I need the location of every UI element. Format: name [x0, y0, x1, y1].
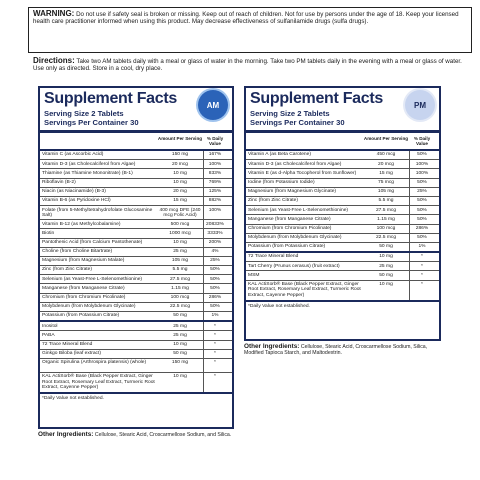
am-nutrient-name: Niacin (as Niacinamide) (B-3): [42, 189, 106, 195]
am-column-divider: [203, 248, 204, 256]
am-daily-value: 50%: [210, 276, 220, 282]
am-row: [40, 257, 232, 266]
am-other-label: Other Ingredients:: [38, 431, 94, 438]
am-column-divider: [203, 169, 204, 177]
am-column-divider: [203, 179, 204, 187]
am-row: [40, 229, 232, 238]
am-column-divider: [203, 257, 204, 265]
am-row: [40, 284, 232, 293]
pm-daily-value: 25%: [417, 189, 427, 195]
pm-other-label: Other Ingredients:: [244, 343, 300, 350]
am-amount: 50 mg: [173, 351, 187, 357]
pm-amount: 50 mg: [379, 272, 393, 278]
pm-row: [246, 179, 439, 188]
am-serving-size: Serving Size 2 Tablets: [44, 109, 124, 118]
am-amount: 400 mcg DFE (240 mcg Folic Acid): [159, 207, 201, 218]
am-other-table: [40, 322, 232, 394]
am-amount: 100 mcg: [170, 295, 190, 301]
am-amount: 10 mg: [173, 239, 187, 245]
am-other-text: Cellulose, Stearic Acid, Croscarmellose Sodium, and Silica.: [94, 432, 232, 438]
pm-nutrient-name: Potassium (from Potassium Citrate): [248, 244, 326, 250]
am-amount: 500 mcg: [170, 221, 190, 227]
pm-col-dv: % Daily Value: [413, 136, 431, 147]
pm-serving-size: Serving Size 2 Tablets: [250, 109, 330, 118]
pm-badge-label: PM: [414, 100, 426, 110]
am-row: [40, 197, 232, 206]
am-row: [40, 179, 232, 188]
am-daily-value: 833%: [208, 170, 222, 176]
am-column-divider: [203, 341, 204, 349]
pm-column-divider: [409, 253, 410, 261]
pm-nutrient-name: Vitamin A (as Beta Carotene): [248, 152, 311, 158]
am-row: [40, 275, 232, 284]
am-row: [40, 248, 232, 257]
pm-amount: 100 mcg: [376, 225, 396, 231]
am-row: [40, 266, 232, 275]
pm-row: [246, 160, 439, 169]
am-amount: 10 mg: [173, 341, 187, 347]
am-row: [40, 341, 232, 350]
directions: [33, 57, 473, 73]
am-amount: 22.5 mcg: [169, 304, 191, 310]
pm-row: [246, 225, 439, 234]
am-column-divider: [203, 206, 204, 219]
pm-column-divider: [409, 160, 410, 168]
warning-text: Do not use if safety seal is broken or missing. Keep out of reach of children. Not for use by persons under the age of 18. Keep your licensed health care practitioner informed when using this product. May decrease effectiveness of sulfanilamide drugs (sulfa drugs).: [33, 11, 459, 26]
am-column-divider: [203, 275, 204, 283]
am-amount: 20 mg: [173, 189, 187, 195]
am-amount: 5.5 mg: [172, 267, 188, 273]
am-nutrient-name: Thiamine (as Thiamine Mononitrate) (B-1): [42, 170, 133, 176]
am-nutrient-name: 72 Trace Mineral Blend: [42, 341, 93, 347]
am-nutrient-name: Ginkgo Biloba (leaf extract): [42, 351, 101, 357]
pm-column-divider: [409, 281, 410, 300]
pm-row: [246, 281, 439, 302]
pm-amount: 15 mg: [379, 170, 393, 176]
am-daily-value: 25%: [210, 258, 220, 264]
am-column-headers: [40, 133, 232, 151]
am-amount: 1.15 mg: [171, 285, 189, 291]
pm-row: [246, 188, 439, 197]
am-row: [40, 206, 232, 220]
pm-daily-value: 286%: [415, 225, 429, 231]
am-nutrient-name: Chromium (from Chromium Picolinate): [42, 295, 126, 301]
am-column-divider: [203, 373, 204, 392]
am-daily-value: 20833%: [206, 221, 224, 227]
am-column-divider: [203, 220, 204, 228]
am-nutrient-table: [40, 151, 232, 322]
am-nutrient-name: Biotin: [42, 230, 55, 236]
pm-row: [246, 243, 439, 253]
pm-amount: 50 mg: [379, 244, 393, 250]
am-daily-value: *: [214, 374, 216, 380]
pm-nutrient-name: Chromium (from Chromium Picolinate): [248, 225, 332, 231]
am-amount: 50 mg: [173, 313, 187, 319]
pm-daily-value: 50%: [417, 179, 427, 185]
pm-column-divider: [409, 243, 410, 251]
am-other-ingredients: [38, 432, 258, 438]
am-daily-value: 167%: [208, 152, 222, 158]
am-column-divider: [203, 266, 204, 274]
pm-supplement-facts-panel: [244, 86, 441, 341]
directions-text: Take two AM tablets daily with a meal or glass of water in the morning. Take two PM tablets daily in the evening with a meal or glass of water. Use only as directed. Store in a cool, dry place.: [33, 58, 462, 73]
pm-daily-value: *: [421, 254, 423, 260]
pm-other-ingredients: [244, 344, 444, 357]
pm-nutrient-name: MSM: [248, 272, 260, 278]
am-row: [40, 220, 232, 229]
pm-daily-value: *: [421, 282, 423, 288]
am-daily-value: *: [214, 332, 216, 338]
pm-amount: 10 mg: [379, 254, 393, 260]
am-nutrient-name: Riboflavin (B-2): [42, 179, 76, 185]
pm-panel-header: [246, 88, 439, 133]
am-row: [40, 331, 232, 340]
pm-nutrient-name: Zinc (from Zinc Citrate): [248, 198, 298, 204]
am-col-dv: % Daily Value: [206, 136, 224, 147]
am-amount: 10 mg: [173, 374, 187, 380]
pm-column-divider: [409, 271, 410, 279]
am-column-divider: [203, 160, 204, 168]
am-nutrient-name: Vitamin B-6 (as Pyridoxine HCl): [42, 198, 111, 204]
pm-daily-value: *: [421, 263, 423, 269]
am-daily-value: 125%: [208, 189, 222, 195]
am-nutrient-name: Vitamin C (as Ascorbic Acid): [42, 152, 104, 158]
pm-daily-value: 50%: [417, 152, 427, 158]
am-daily-value: 3333%: [207, 230, 223, 236]
pm-nutrient-name: Selenium (as Yeast-Free L-Selenomethionine): [248, 207, 349, 213]
am-col-amount: Amount Per Serving: [157, 136, 203, 141]
pm-row: [246, 253, 439, 262]
am-daily-value: 100%: [208, 161, 222, 167]
am-daily-value: 286%: [208, 295, 222, 301]
am-nutrient-name: Pantothenic Acid (from Calcium Pantothenate): [42, 239, 143, 245]
pm-amount: 20 mcg: [377, 161, 395, 167]
pm-row: [246, 206, 439, 215]
am-daily-value: 50%: [210, 267, 220, 273]
am-row: [40, 151, 232, 160]
pm-nutrient-name: Tart Cherry (Prunus cerasus) (fruit extract): [248, 263, 340, 269]
am-sun-icon: [198, 90, 228, 120]
am-row: [40, 312, 232, 322]
pm-row: [246, 169, 439, 178]
pm-amount: 105 mg: [377, 189, 395, 195]
pm-footnote: *Daily Value not established.: [248, 303, 310, 309]
am-footnote: *Daily Value not established.: [42, 395, 104, 401]
am-column-divider: [203, 197, 204, 205]
am-column-divider: [203, 188, 204, 196]
pm-daily-value: 50%: [417, 235, 427, 241]
am-row: [40, 160, 232, 169]
pm-moon-icon: [405, 90, 435, 120]
am-daily-value: *: [214, 341, 216, 347]
am-column-divider: [203, 322, 204, 330]
pm-nutrient-name: Magnesium (from Magnesium Glycinate): [248, 189, 337, 195]
pm-col-amount: Amount Per Serving: [363, 136, 409, 141]
am-nutrient-name: Manganese (from Manganese Citrate): [42, 285, 125, 291]
pm-amount: 27.5 mcg: [375, 207, 397, 213]
am-amount: 25 mg: [173, 332, 187, 338]
am-row: [40, 188, 232, 197]
am-amount: 10 mg: [173, 170, 187, 176]
am-nutrient-name: Organic Spirulina (Arthrospira platensis) (whole): [42, 360, 147, 366]
am-nutrient-name: Vitamin B-12 (as Methylcobalamine): [42, 221, 121, 227]
am-amount: 1000 mcg: [169, 230, 191, 236]
am-column-divider: [203, 350, 204, 358]
pm-other-text: Cellulose, Stearic Acid, Croscarmellose Sodium, Silica, Modified Tapioca Starch, and Maltodextrin.: [244, 344, 428, 357]
pm-nutrient-name: Vitamin D-3 (as Cholecalciferol from Algae): [248, 161, 342, 167]
am-row: [40, 239, 232, 248]
pm-row: [246, 234, 439, 243]
am-daily-value: *: [214, 360, 216, 366]
pm-amount: 75 mcg: [377, 179, 395, 185]
am-daily-value: *: [214, 323, 216, 329]
pm-column-divider: [409, 151, 410, 159]
warning-label: WARNING:: [33, 9, 75, 18]
pm-column-divider: [409, 225, 410, 233]
am-nutrient-name: Folate (from 5-Methyltetrahydrofolate Glucosamine Salt): [42, 207, 153, 218]
am-servings-per-container: Servings Per Container 30: [44, 118, 139, 127]
pm-column-divider: [409, 169, 410, 177]
pm-servings-per-container: Servings Per Container 30: [250, 118, 345, 127]
am-row: [40, 359, 232, 373]
am-column-divider: [203, 151, 204, 159]
pm-nutrient-name: Manganese (from Manganese Citrate): [248, 216, 331, 222]
pm-nutrient-name: KAL ActiSorb® Base (Black Pepper Extract, Ginger Root Extract, Rosemary Leaf Extract, Turmeric Root Extract, Cayenne Pepper): [248, 282, 361, 298]
am-nutrient-name: Vitamin D-3 (as Cholecalciferol from Algae): [42, 161, 136, 167]
am-daily-value: 882%: [208, 198, 222, 204]
am-column-divider: [203, 312, 204, 320]
pm-amount: 10 mg: [379, 282, 393, 288]
am-row: [40, 350, 232, 359]
warning-box: [28, 7, 472, 53]
pm-nutrient-name: Vitamin E (as d-Alpha Tocopherol from Sunflower): [248, 170, 357, 176]
am-column-divider: [203, 294, 204, 302]
am-nutrient-name: Magnesium (from Magnesium Malate): [42, 258, 125, 264]
pm-nutrient-name: 72 Trace Mineral Blend: [248, 254, 299, 260]
am-column-divider: [203, 303, 204, 311]
am-column-divider: [203, 239, 204, 247]
pm-nutrient-name: Iodine (from Potassium Iodide): [248, 179, 315, 185]
am-column-divider: [203, 331, 204, 339]
pm-daily-value: *: [421, 272, 423, 278]
pm-daily-value: 100%: [415, 161, 429, 167]
am-amount: 10 mg: [173, 179, 187, 185]
am-nutrient-name: Selenium (as Yeast-Free L-Selenomethionine): [42, 276, 143, 282]
directions-label: Directions:: [33, 56, 75, 65]
am-daily-value: 50%: [210, 304, 220, 310]
pm-amount: 450 mcg: [376, 152, 396, 158]
pm-row: [246, 151, 439, 160]
am-nutrient-name: Inositol: [42, 323, 58, 329]
am-column-divider: [203, 359, 204, 372]
pm-panel-title: Supplement Facts: [250, 90, 384, 107]
am-daily-value: 769%: [208, 179, 222, 185]
am-nutrient-name: Zinc (from Zinc Citrate): [42, 267, 92, 273]
pm-row: [246, 197, 439, 206]
am-nutrient-name: KAL ActiSorb® Base (Black Pepper Extract, Ginger Root Extract, Rosemary Leaf Extract, Turmeric Root Extract, Cayenne Pepper): [42, 374, 155, 391]
am-daily-value: *: [214, 351, 216, 357]
pm-row: [246, 262, 439, 271]
am-column-divider: [203, 229, 204, 237]
pm-nutrient-table: [246, 151, 439, 253]
pm-column-divider: [409, 179, 410, 187]
am-panel-title: Supplement Facts: [44, 90, 178, 107]
am-amount: 25 mg: [173, 323, 187, 329]
pm-column-divider: [409, 234, 410, 242]
am-amount: 20 mcg: [171, 161, 189, 167]
pm-column-divider: [409, 206, 410, 214]
am-amount: 27.5 mcg: [169, 276, 191, 282]
am-row: [40, 294, 232, 303]
pm-row: [246, 215, 439, 224]
am-row: [40, 169, 232, 178]
am-nutrient-name: Potassium (from Potassium Citrate): [42, 313, 120, 319]
am-daily-value: 200%: [208, 239, 222, 245]
am-amount: 150 mg: [171, 152, 189, 158]
am-supplement-facts-panel: [38, 86, 234, 429]
pm-nutrient-name: Molybdenum (from Molybdenum Glycinate): [248, 235, 342, 241]
am-row: [40, 303, 232, 312]
am-amount: 15 mg: [173, 198, 187, 204]
am-row: [40, 373, 232, 394]
pm-daily-value: 1%: [418, 244, 426, 250]
am-nutrient-name: PABA: [42, 332, 55, 338]
am-panel-header: [40, 88, 232, 133]
pm-column-headers: [246, 133, 439, 151]
am-badge-label: AM: [206, 100, 220, 110]
pm-daily-value: 50%: [417, 207, 427, 213]
pm-column-divider: [409, 262, 410, 270]
pm-column-divider: [409, 215, 410, 223]
am-amount: 25 mg: [173, 249, 187, 255]
am-daily-value: 100%: [208, 207, 222, 213]
am-daily-value: 1%: [211, 313, 219, 319]
am-amount: 150 mg: [171, 360, 189, 366]
pm-amount: 1.15 mg: [377, 216, 395, 222]
am-row: [40, 322, 232, 331]
pm-other-table: [246, 253, 439, 302]
pm-amount: 25 mg: [379, 263, 393, 269]
pm-row: [246, 271, 439, 280]
pm-daily-value: 100%: [415, 170, 429, 176]
am-daily-value: 50%: [210, 285, 220, 291]
pm-column-divider: [409, 188, 410, 196]
pm-daily-value: 50%: [417, 216, 427, 222]
pm-daily-value: 50%: [417, 198, 427, 204]
am-nutrient-name: Molybdenum (from Molybdenum Glycinate): [42, 304, 136, 310]
pm-amount: 22.5 mcg: [375, 235, 397, 241]
am-amount: 105 mg: [171, 258, 189, 264]
am-nutrient-name: Choline (from Choline Bitartrate): [42, 249, 113, 255]
pm-amount: 5.5 mg: [378, 198, 394, 204]
am-column-divider: [203, 284, 204, 292]
am-daily-value: 4%: [211, 249, 219, 255]
pm-column-divider: [409, 197, 410, 205]
